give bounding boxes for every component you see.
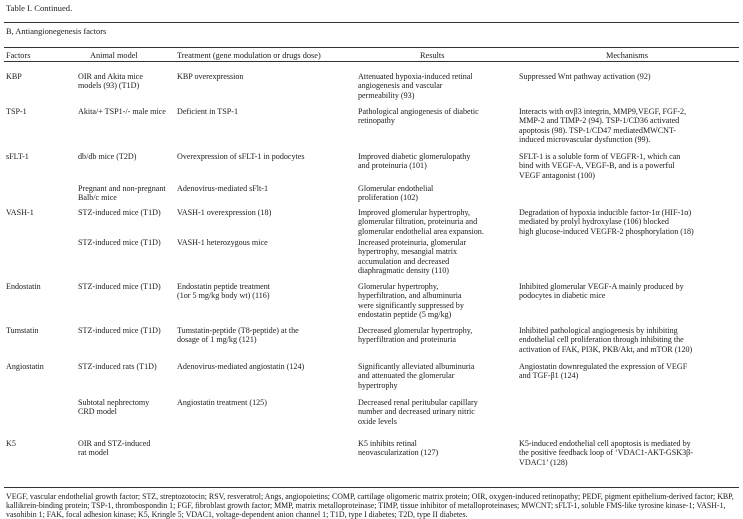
row-mechanisms: Degradation of hypoxia inducible factor-1α (HIF-1α) mediated by prolyl hydroxylase (106) blocked high glucose-induced VEGFR-2 phosphorylation (18) bbox=[519, 208, 694, 236]
row-treatment: Tumstatin-peptide (T8-peptide) at the dosage of 1 mg/kg (121) bbox=[177, 326, 299, 345]
row-animal-model: OIR and Akita mice models (93) (T1D) bbox=[78, 72, 143, 91]
row-animal-model: STZ-induced mice (T1D) bbox=[78, 326, 161, 335]
row-animal-model: Akita/+ TSP1-/- male mice bbox=[78, 107, 166, 116]
row-treatment: Endostatin peptide treatment (1or 5 mg/kg body wt) (116) bbox=[177, 282, 271, 301]
header-animal-model: Animal model bbox=[90, 51, 138, 60]
row-mechanisms: Inhibited pathological angiogenesis by inhibiting endothelial cell proliferation through inhibiting the activation of FAK, PI3K, PKB/Akt, and mTOR (120) bbox=[519, 326, 693, 354]
header-results: Results bbox=[420, 51, 445, 60]
row-results: Significantly alleviated albuminuria and attenuated the glomerular hypertrophy bbox=[358, 362, 475, 390]
row-factor: KBP bbox=[6, 72, 22, 81]
row-animal-model: OIR and STZ-induced rat model bbox=[78, 439, 151, 458]
row-animal-model: STZ-induced mice (T1D) bbox=[78, 282, 161, 291]
table-caption: Table I. Continued. bbox=[6, 3, 73, 13]
row-factor: VASH-1 bbox=[6, 208, 34, 217]
row-animal-model: STZ-induced mice (T1D) bbox=[78, 238, 161, 247]
table-bottom-rule bbox=[4, 487, 739, 488]
header-mechanisms: Mechanisms bbox=[606, 51, 648, 60]
section-title: B, Antiangionegenesis factors bbox=[6, 27, 107, 36]
row-treatment: VASH-1 heterozygous mice bbox=[177, 238, 268, 247]
row-results: Improved glomerular hypertrophy, glomerular filtration, proteinuria and glomerular endothelial area expansion. bbox=[358, 208, 484, 236]
row-animal-model: db/db mice (T2D) bbox=[78, 152, 137, 161]
row-treatment: KBP overexpression bbox=[177, 72, 244, 81]
row-mechanisms: Suppressed Wnt pathway activation (92) bbox=[519, 72, 651, 81]
header-factors: Factors bbox=[6, 51, 31, 60]
row-results: Glomerular hypertrophy, hyperfiltration, and albuminuria were significantly suppressed by endostatin peptide (5 mg/kg) bbox=[358, 282, 464, 320]
row-results: Improved diabetic glomerulopathy and proteinuria (101) bbox=[358, 152, 471, 171]
row-factor: sFLT-1 bbox=[6, 152, 29, 161]
top-rule bbox=[4, 22, 739, 23]
row-factor: K5 bbox=[6, 439, 16, 448]
row-results: Pathological angiogenesis of diabetic retinopathy bbox=[358, 107, 479, 126]
table-footnote: VEGF, vascular endothelial growth factor; STZ, streptozotocin; RSV, resveratrol; Angs, angiopoietins; COMP, cartilage oligomeric matrix protein; OIR, oxygen-induced retinopathy; PEDF, pigment epithelium-derived factor; KBP, kallikrein-binding protein; TSP-1, thrombospondin 1; FGF, fibroblast growth factor; MMP, matrix metalloproteinase; TIMP, tissue inhibitor of metalloproteinases; MWCNT; sFLT-1, soluble FMS-like tyrosine kinase-1; VASH-1, vasohibin 1; FAK, focal adhesion kinase; K5, Kringle 5; VDAC1, voltage-dependent anion channel 1; T1D, type I diabetes; T2D, type II diabetes. bbox=[6, 492, 734, 519]
row-animal-model: Subtotal nephrectomy CRD model bbox=[78, 398, 150, 417]
row-treatment: Adenovirus-mediated sFlt-1 bbox=[177, 184, 269, 193]
row-results: Increased proteinuria, glomerular hypertrophy, mesangial matrix accumulation and decreased diaphragmatic density (110) bbox=[358, 238, 467, 276]
row-mechanisms: Angiostatin downregulated the expression of VEGF and TGF-β1 (124) bbox=[519, 362, 688, 381]
row-results: Glomerular endothelial proliferation (102) bbox=[358, 184, 434, 203]
row-factor: TSP-1 bbox=[6, 107, 27, 116]
row-results: K5 inhibits retinal neovascularization (127) bbox=[358, 439, 439, 458]
row-results: Decreased renal peritubular capillary number and decreased urinary nitric oxide levels bbox=[358, 398, 478, 426]
header-bottom-rule bbox=[4, 61, 739, 62]
row-treatment: Angiostatin treatment (125) bbox=[177, 398, 267, 407]
row-animal-model: STZ-induced mice (T1D) bbox=[78, 208, 161, 217]
row-animal-model: STZ-induced rats (T1D) bbox=[78, 362, 157, 371]
row-factor: Angiostatin bbox=[6, 362, 44, 371]
row-factor: Endostatin bbox=[6, 282, 41, 291]
row-treatment: Overexpression of sFLT-1 in podocytes bbox=[177, 152, 305, 161]
row-results: Attenuated hypoxia-induced retinal angiogenesis and vascular permeability (93) bbox=[358, 72, 473, 100]
header-top-rule bbox=[4, 47, 739, 48]
header-treatment: Treatment (gene modulation or drugs dose) bbox=[177, 51, 321, 60]
row-treatment: Deficient in TSP-1 bbox=[177, 107, 238, 116]
row-mechanisms: K5-induced endothelial cell apoptosis is mediated by the positive feedback loop of ‘VDAC1-AKT-GSK3β- VDAC1’ (128) bbox=[519, 439, 693, 467]
row-mechanisms: Interacts with αvβ3 integrin, MMP9,VEGF, FGF-2, MMP-2 and TIMP-2 (94). TSP-1/CD36 activated apoptosis (98). TSP-1/CD47 mediatedMWCNT- induced microvascular dysfunction (99). bbox=[519, 107, 687, 145]
row-animal-model: Pregnant and non-pregnant Balb/c mice bbox=[78, 184, 166, 203]
row-mechanisms: Inhibited glomerular VEGF-A mainly produced by podocytes in diabetic mice bbox=[519, 282, 684, 301]
row-treatment: Adenovirus-mediated angiostatin (124) bbox=[177, 362, 305, 371]
row-factor: Tumstatin bbox=[6, 326, 39, 335]
row-mechanisms: SFLT-1 is a soluble form of VEGFR-1, which can bind with VEGF-A, VEGF-B, and is a powerful VEGF antagonist (100) bbox=[519, 152, 681, 180]
row-treatment: VASH-1 overexpression (18) bbox=[177, 208, 272, 217]
row-results: Decreased glomerular hypertrophy, hyperfiltration and proteinuria bbox=[358, 326, 473, 345]
